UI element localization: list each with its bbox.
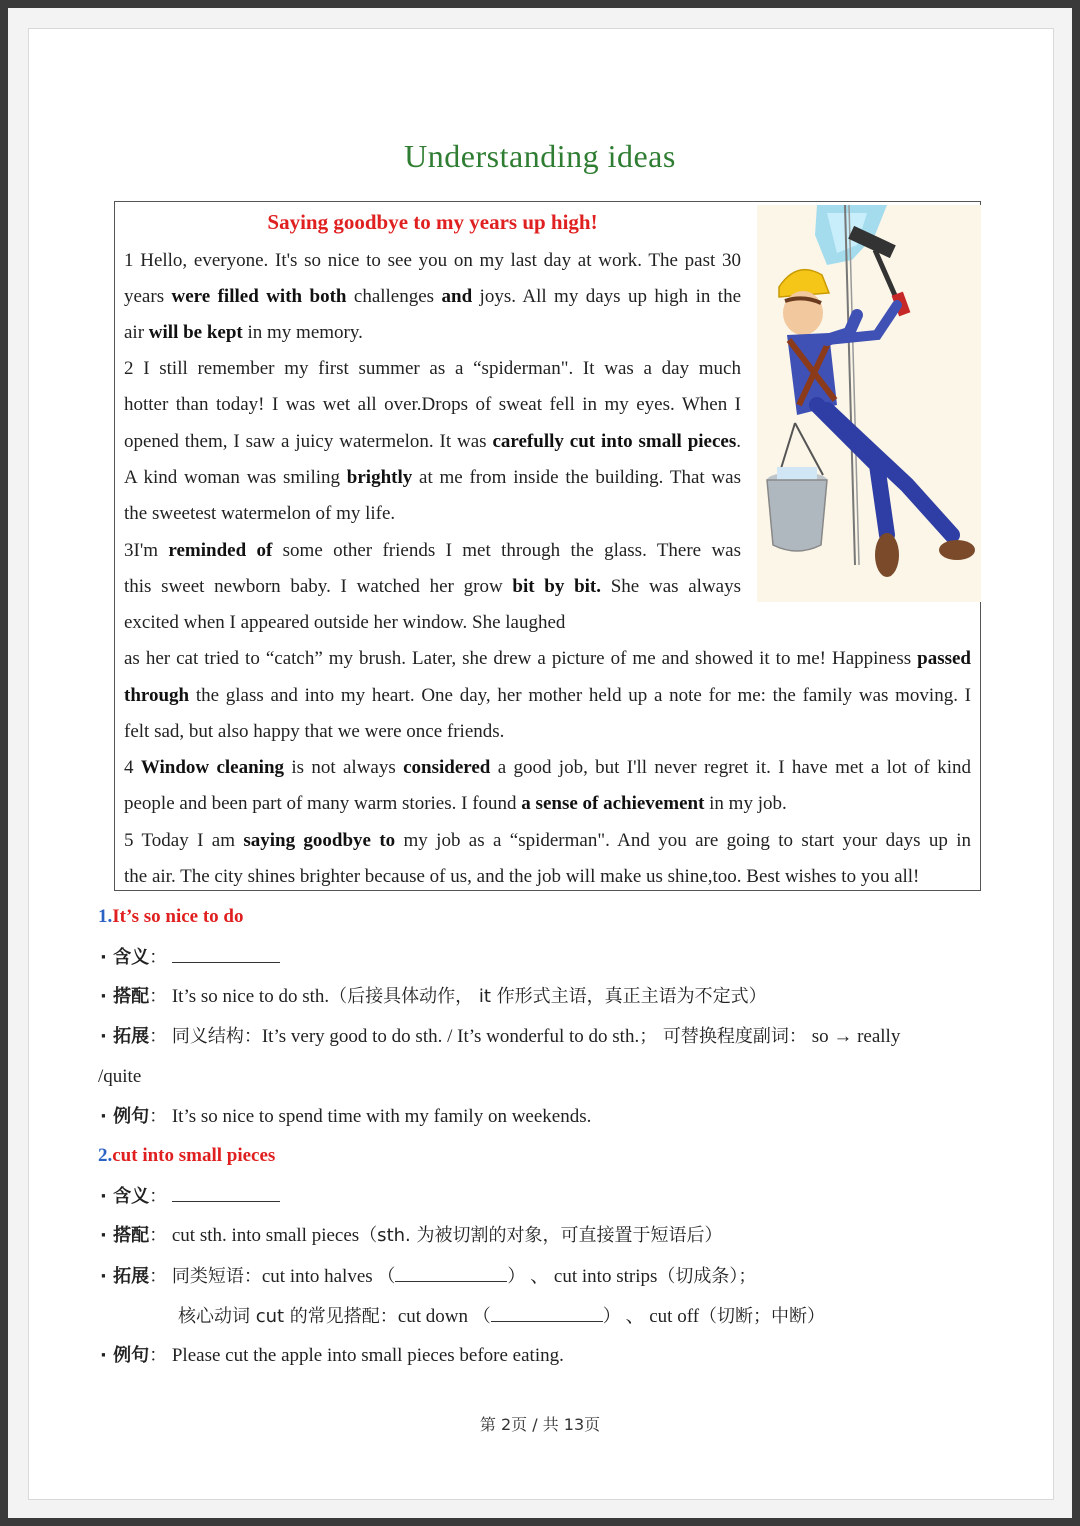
- passage-text: She was always: [601, 576, 742, 597]
- passage-text: challenges: [346, 286, 442, 307]
- passage-text: the air. The city shines brighter because of us, and the job will make us shine,too. Best wishes to you all!: [124, 866, 920, 887]
- passage-text: 3I'm: [124, 540, 169, 561]
- passage-line: [124, 755, 971, 781]
- passage-text: air: [124, 322, 149, 343]
- passage-text: excited when I appeared outside her window. She laughed: [124, 612, 566, 633]
- passage-text: 4: [124, 757, 141, 778]
- passage-text: felt sad, but also happy that we were once friends.: [124, 721, 505, 742]
- passage-text: some other friends I met through the glass. There was: [272, 540, 742, 561]
- bold-phrase: passed: [917, 648, 971, 669]
- passage-line: [124, 320, 741, 346]
- extension-continued: /quite: [98, 1066, 142, 1087]
- passage-line: [124, 864, 971, 890]
- bold-phrase: were filled with both: [171, 286, 347, 307]
- passage-text: in my job.: [704, 793, 787, 814]
- extension-row: · 拓展： 同义结构：It’s very good to do sth. / It’s wonderful to do sth.； 可替换程度副词： so → really: [100, 1026, 901, 1047]
- answer-blank[interactable]: [395, 1263, 507, 1282]
- passage-line: [124, 429, 741, 455]
- bold-phrase: a sense of achievement: [521, 793, 705, 814]
- window-cleaner-illustration: [757, 205, 981, 602]
- collocation-row: · 搭配： It’s so nice to do sth.（后接具体动作， it 作形式主语，真正主语为不定式）: [100, 986, 767, 1007]
- passage-text: .: [736, 431, 741, 452]
- passage-text: hotter than today! I was wet all over.Drops of sweat fell in my eyes. When I: [124, 394, 741, 415]
- passage-text: this sweet newborn baby. I watched her grow: [124, 576, 513, 597]
- passage-text: in my memory.: [242, 322, 363, 343]
- passage-text: at me from inside the building. That was: [412, 467, 741, 488]
- passage-text: opened them, I saw a juicy watermelon. It was: [124, 431, 493, 452]
- passage-text: the sweetest watermelon of my life.: [124, 503, 396, 524]
- passage-line: [124, 284, 741, 310]
- passage-text: a good job, but I'll never regret it. I have met a lot of kind: [490, 757, 972, 778]
- passage-line: [124, 538, 741, 564]
- passage-text: people and been part of many warm stories. I found: [124, 793, 522, 814]
- collocation-row: · 搭配： cut sth. into small pieces（sth. 为被切割的对象，可直接置于短语后）: [100, 1225, 723, 1246]
- bold-phrase: and: [441, 286, 473, 307]
- extension-row-2: 核心动词 cut 的常见搭配：cut down （ ） 、 cut off（切断；中断）: [178, 1303, 825, 1330]
- bold-phrase: bit by bit.: [512, 576, 602, 597]
- passage-text: is not always: [284, 757, 404, 778]
- bold-phrase: will be kept: [148, 322, 243, 343]
- passage-text: 2 I still remember my first summer as a “spiderman". It was a day much: [124, 358, 741, 379]
- passage-line: [124, 791, 971, 817]
- passage-line: [124, 683, 971, 709]
- page-number: 第 2页 / 共 13页: [479, 1415, 601, 1434]
- passage-title: Saying goodbye to my years up high!: [267, 210, 598, 234]
- section-heading: 1.It’s so nice to do: [98, 906, 244, 927]
- passage-text: 5 Today I am: [124, 830, 244, 851]
- passage-text: years: [124, 286, 172, 307]
- passage-text: as her cat tried to “catch” my brush. Later, she drew a picture of me and showed it to me! Happiness: [124, 648, 918, 669]
- bold-phrase: Window cleaning: [140, 757, 285, 778]
- passage-line: [124, 610, 741, 636]
- passage-text: my job as a “spiderman". And you are going to start your days up in: [395, 830, 971, 851]
- example-row: · 例句： Please cut the apple into small pieces before eating.: [100, 1345, 564, 1366]
- passage-line: [124, 248, 741, 274]
- bold-phrase: brightly: [346, 467, 413, 488]
- answer-blank[interactable]: [172, 1183, 280, 1202]
- bold-phrase: considered: [403, 757, 491, 778]
- passage-line: [124, 719, 971, 745]
- passage-line: [124, 574, 741, 600]
- bold-phrase: saying goodbye to: [243, 830, 396, 851]
- section-heading: 2.cut into small pieces: [98, 1145, 276, 1166]
- passage-line: [124, 465, 741, 491]
- meaning-row: · 含义：: [100, 1183, 280, 1210]
- bold-phrase: through: [124, 685, 190, 706]
- passage-text: the glass and into my heart. One day, her mother held up a note for me: the family was moving. I: [189, 685, 971, 706]
- passage-line: [124, 646, 971, 672]
- passage-line: [124, 392, 741, 418]
- extension-row: · 拓展： 同类短语：cut into halves （ ） 、 cut into strips（切成条）；: [100, 1263, 756, 1290]
- passage-text: joys. All my days up high in the: [472, 286, 742, 307]
- bold-phrase: reminded of: [168, 540, 273, 561]
- passage-text: A kind woman was smiling: [124, 467, 347, 488]
- answer-blank[interactable]: [491, 1303, 603, 1322]
- passage-line: [124, 501, 741, 527]
- passage-text: 1 Hello, everyone. It's so nice to see you on my last day at work. The past 30: [124, 250, 741, 271]
- passage-line: [124, 356, 741, 382]
- page-title: Understanding ideas: [404, 138, 676, 174]
- passage-line: [124, 828, 971, 854]
- bold-phrase: carefully cut into small pieces: [492, 431, 737, 452]
- answer-blank[interactable]: [172, 944, 280, 963]
- example-row: · 例句： It’s so nice to spend time with my family on weekends.: [100, 1106, 592, 1127]
- meaning-row: · 含义：: [100, 944, 280, 971]
